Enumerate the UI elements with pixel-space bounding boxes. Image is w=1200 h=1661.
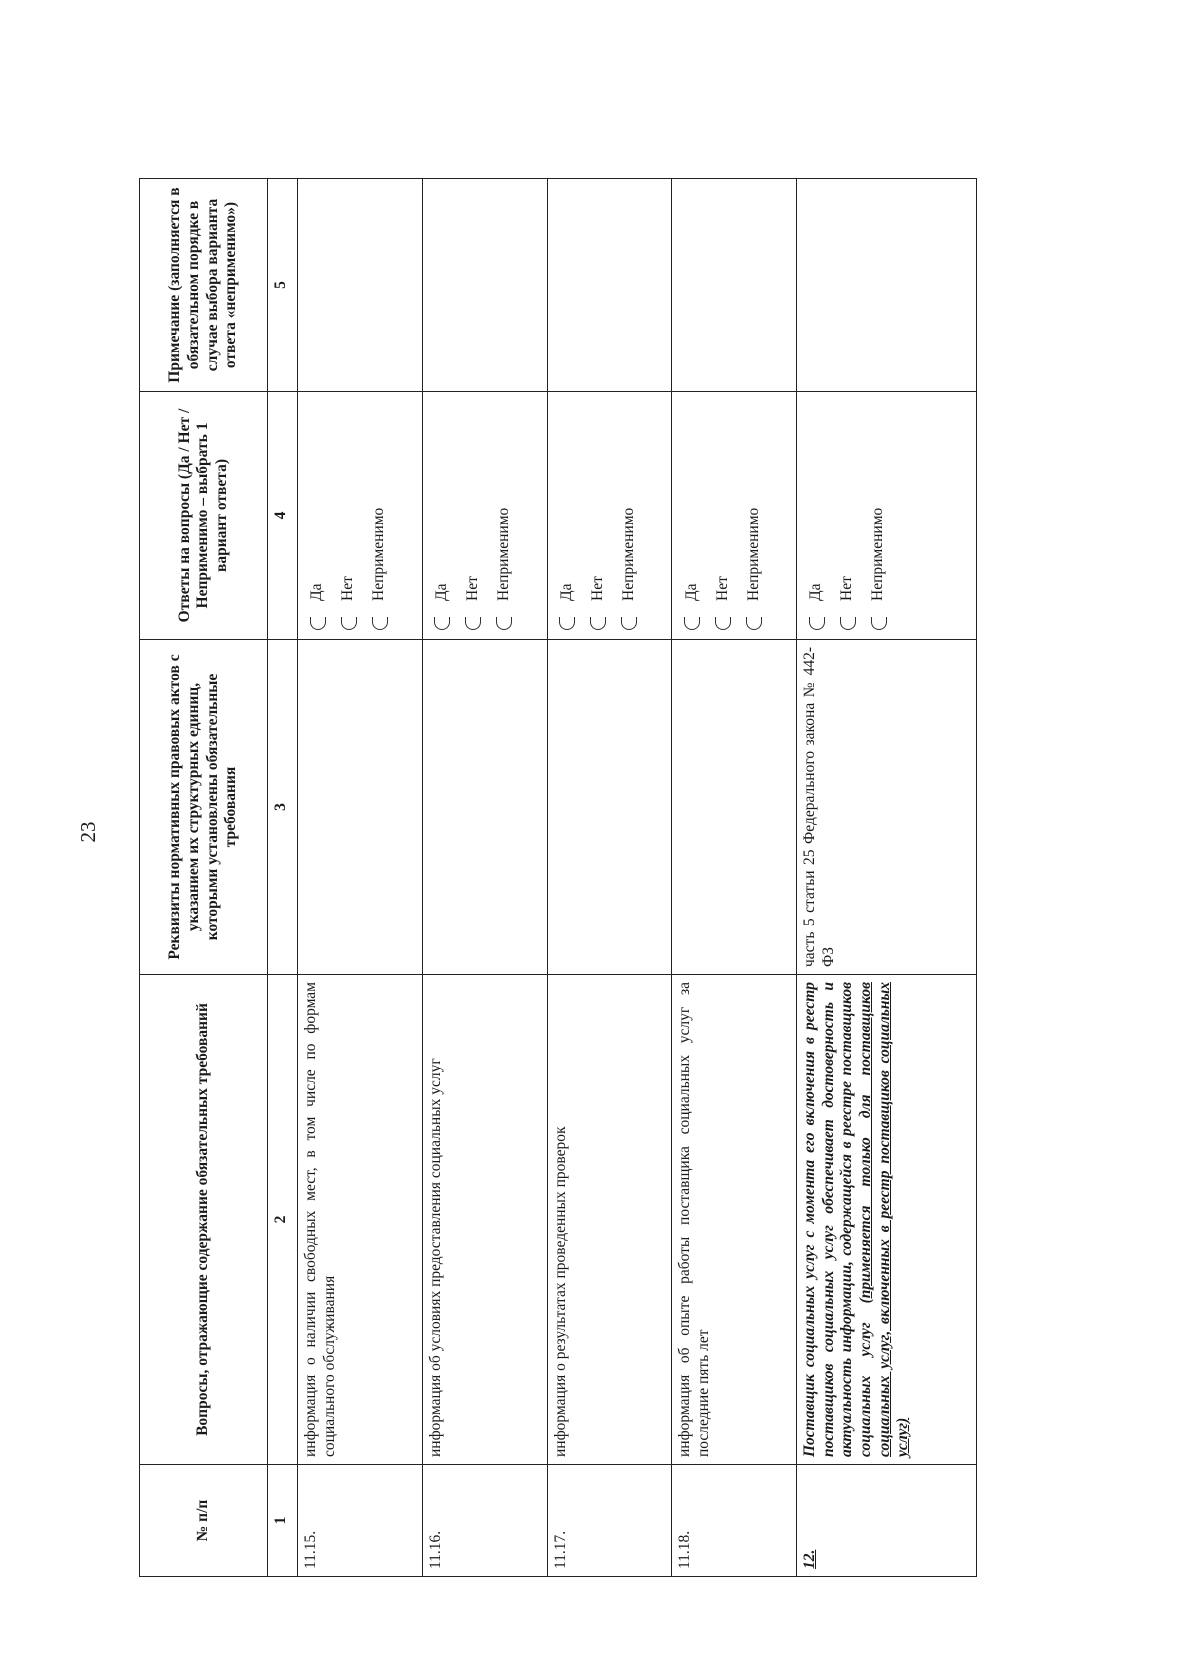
- answer-cell: [422, 392, 547, 640]
- table-row: [672, 179, 797, 1577]
- answer-option-yes[interactable]: [676, 399, 707, 632]
- answer-label: Неприменимо: [744, 507, 762, 601]
- requisites-cell: часть 5 статьи 25 Федерального закона № 442-ФЗ: [797, 640, 977, 975]
- answer-label: Неприменимо: [370, 507, 388, 601]
- table-row: [797, 179, 977, 1577]
- answer-option-no[interactable]: [458, 399, 489, 632]
- answer-label: Да: [557, 583, 575, 601]
- radio-icon[interactable]: [496, 617, 512, 630]
- column-number: 5: [268, 179, 298, 392]
- radio-icon[interactable]: [372, 617, 388, 630]
- header-num: № п/п: [140, 1465, 268, 1577]
- radio-icon[interactable]: [559, 617, 575, 630]
- answer-option-na[interactable]: [863, 399, 894, 632]
- header-row: [140, 179, 268, 1577]
- header-question: Вопросы, отражающие содержание обязательных требований: [140, 975, 268, 1465]
- radio-icon[interactable]: [341, 617, 357, 630]
- question-text: [797, 975, 977, 1465]
- answer-label: Нет: [838, 576, 856, 601]
- table-row: [547, 179, 672, 1577]
- column-number: 3: [268, 640, 298, 975]
- question-applicability: (применяется только для поставщиков социальных услуг, включенных в реестр поставщиков социальных услуг): [856, 982, 912, 1457]
- page-number: 23: [76, 821, 100, 843]
- question-text: информация об условиях предоставления социальных услуг: [422, 975, 547, 1465]
- table-row: [422, 179, 547, 1577]
- row-number: 11.18.: [672, 1465, 797, 1577]
- answer-option-na[interactable]: [738, 399, 769, 632]
- answer-option-yes[interactable]: [302, 399, 333, 632]
- row-number: 12.: [797, 1465, 977, 1577]
- answer-label: Неприменимо: [869, 507, 887, 601]
- answer-option-yes[interactable]: [427, 399, 458, 632]
- requisites-cell: [672, 640, 797, 975]
- question-main: Поставщик социальных услуг с момента его включения в реестр поставщиков социальных услуг обеспечивает достоверность и актуальность информации, содержащейся в реестре поставщиков социальных услуг: [801, 982, 874, 1457]
- radio-icon[interactable]: [434, 617, 450, 630]
- radio-icon[interactable]: [715, 617, 731, 630]
- answer-option-yes[interactable]: [801, 399, 832, 632]
- column-number: 4: [268, 392, 298, 640]
- answer-label: Неприменимо: [619, 507, 637, 601]
- checklist-table: [139, 178, 977, 1577]
- requisites-cell: [422, 640, 547, 975]
- answer-option-yes[interactable]: [552, 399, 583, 632]
- answer-option-no[interactable]: [583, 399, 614, 632]
- note-cell[interactable]: [298, 179, 423, 392]
- answer-option-no[interactable]: [832, 399, 863, 632]
- answer-label: Нет: [339, 576, 357, 601]
- note-cell[interactable]: [422, 179, 547, 392]
- rotated-table-wrapper: [139, 179, 977, 1577]
- answer-label: Нет: [588, 576, 606, 601]
- answer-option-na[interactable]: [364, 399, 395, 632]
- column-number: 1: [268, 1465, 298, 1577]
- column-numbers-row: [268, 179, 298, 1577]
- answer-label: Нет: [713, 576, 731, 601]
- answer-label: Неприменимо: [495, 507, 512, 601]
- question-text: информация о результатах проведенных проверок: [547, 975, 672, 1465]
- column-number: 2: [268, 975, 298, 1465]
- answer-label: Да: [433, 583, 450, 601]
- answer-option-no[interactable]: [333, 399, 364, 632]
- answer-cell: [797, 392, 977, 640]
- answer-option-na[interactable]: [489, 399, 520, 632]
- radio-icon[interactable]: [684, 617, 700, 630]
- answer-cell: [298, 392, 423, 640]
- radio-icon[interactable]: [465, 617, 481, 630]
- radio-icon[interactable]: [621, 617, 637, 630]
- header-note: Примечание (заполняется в обязательном порядке в случае выбора варианта ответа «неприменимо»): [140, 179, 268, 392]
- note-cell[interactable]: [547, 179, 672, 392]
- radio-icon[interactable]: [840, 617, 856, 630]
- question-text: информация об опыте работы поставщика социальных услуг за последние пять лет: [672, 975, 797, 1465]
- answer-label: Да: [807, 583, 825, 601]
- answer-cell: [672, 392, 797, 640]
- header-answers: Ответы на вопросы (Да / Нет / Неприменимо – выбрать 1 вариант ответа): [140, 392, 268, 640]
- radio-icon[interactable]: [590, 617, 606, 630]
- answer-label: Да: [308, 583, 326, 601]
- row-number: 11.15.: [298, 1465, 423, 1577]
- radio-icon[interactable]: [871, 617, 887, 630]
- radio-icon[interactable]: [310, 617, 326, 630]
- note-cell[interactable]: [797, 179, 977, 392]
- answer-label: Да: [682, 583, 700, 601]
- answer-cell: [547, 392, 672, 640]
- requisites-cell: [298, 640, 423, 975]
- note-cell[interactable]: [672, 179, 797, 392]
- header-requisites: Реквизиты нормативных правовых актов с указанием их структурных единиц, которыми установлены обязательные требования: [140, 640, 268, 975]
- radio-icon[interactable]: [746, 617, 762, 630]
- table-row: [298, 179, 423, 1577]
- answer-option-na[interactable]: [614, 399, 645, 632]
- answer-label: Нет: [464, 576, 481, 601]
- answer-option-no[interactable]: [707, 399, 738, 632]
- requisites-cell: [547, 640, 672, 975]
- row-number: 11.17.: [547, 1465, 672, 1577]
- row-number: 11.16.: [422, 1465, 547, 1577]
- question-text: информация о наличии свободных мест, в том числе по формам социального обслуживания: [298, 975, 423, 1465]
- radio-icon[interactable]: [809, 617, 825, 630]
